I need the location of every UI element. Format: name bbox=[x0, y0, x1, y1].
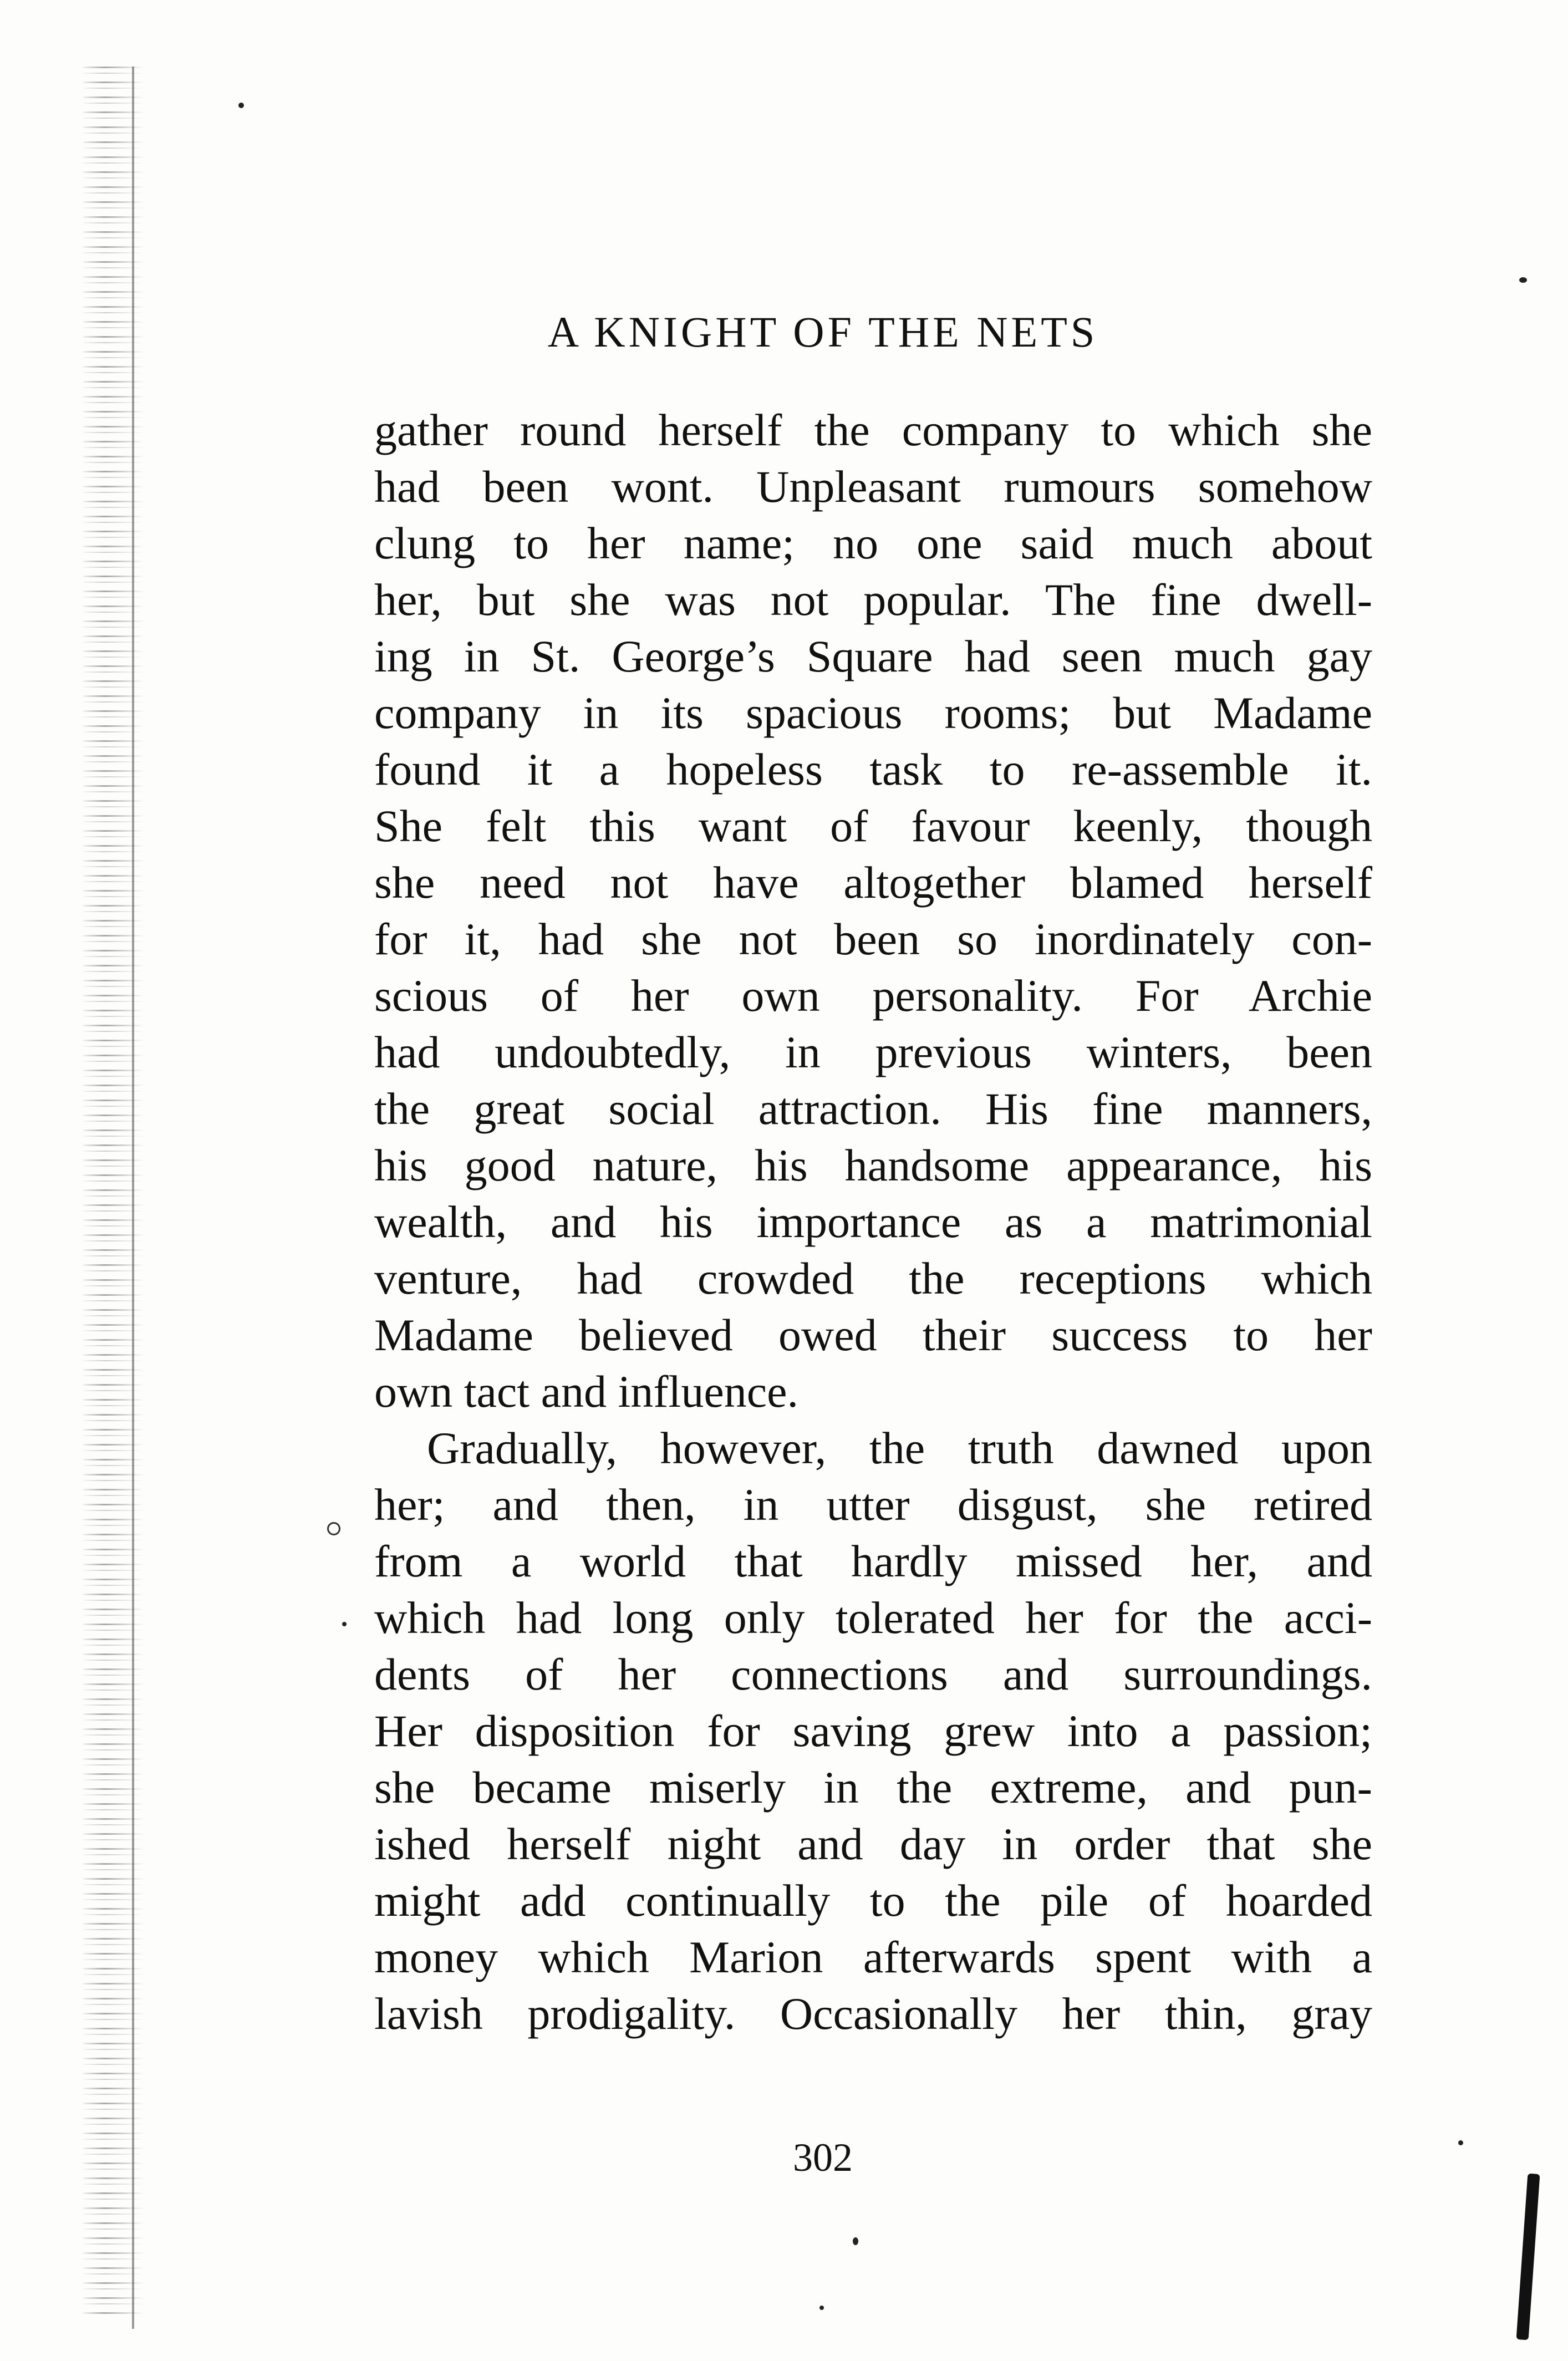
text-line: money which Marion afterwards spent with a bbox=[374, 1932, 1372, 1982]
text-line: wealth, and his importance as a matrimonial bbox=[374, 1197, 1372, 1247]
text-line: from a world that hardly missed her, and bbox=[374, 1536, 1372, 1586]
paragraph-last-line: own tact and influence. bbox=[374, 1366, 799, 1417]
text-line: found it a hopeless task to re-assemble it. bbox=[374, 744, 1372, 795]
text-line: venture, had crowded the receptions which bbox=[374, 1253, 1372, 1304]
text-line: for it, had she not been so inordinately con- bbox=[374, 914, 1372, 964]
text-line: scious of her own personality. For Archie bbox=[374, 970, 1372, 1021]
text-line: her; and then, in utter disgust, she retired bbox=[374, 1479, 1372, 1530]
text-line: which had long only tolerated her for the acci- bbox=[374, 1592, 1372, 1643]
text-line: Madame believed owed their success to her bbox=[374, 1310, 1372, 1360]
page-number: 302 bbox=[793, 2135, 853, 2180]
text-line: her, but she was not popular. The fine dwell- bbox=[374, 574, 1372, 625]
text-line: She felt this want of favour keenly, though bbox=[374, 801, 1372, 851]
text-line: Her disposition for saving grew into a passion; bbox=[374, 1706, 1372, 1756]
binding-gutter-shadow bbox=[83, 67, 144, 2318]
text-line: she need not have altogether blamed herself bbox=[374, 857, 1372, 908]
scan-speck bbox=[238, 103, 244, 108]
text-line: lavish prodigality. Occasionally her thin, gray bbox=[374, 1988, 1372, 2039]
scan-edge-mark bbox=[1516, 2174, 1540, 2340]
text-line: ished herself night and day in order that she bbox=[374, 1819, 1372, 1869]
text-line: gather round herself the company to which she bbox=[374, 405, 1372, 455]
text-line: his good nature, his handsome appearance, his bbox=[374, 1140, 1372, 1190]
scan-speck bbox=[342, 1622, 347, 1626]
binding-edge-line bbox=[132, 67, 134, 2329]
running-head: A KNIGHT OF THE NETS bbox=[547, 308, 1098, 356]
paragraph-first-line: Gradually, however, the truth dawned upon bbox=[427, 1423, 1372, 1473]
scan-speck bbox=[819, 2306, 824, 2310]
text-line: had been wont. Unpleasant rumours somehow bbox=[374, 461, 1372, 512]
scan-speck bbox=[327, 1522, 340, 1535]
text-line: she became miserly in the extreme, and pun- bbox=[374, 1762, 1372, 1813]
text-line: had undoubtedly, in previous winters, been bbox=[374, 1027, 1372, 1077]
text-line: company in its spacious rooms; but Madame bbox=[374, 688, 1372, 738]
text-line: clung to her name; no one said much about bbox=[374, 518, 1372, 568]
body-text bbox=[374, 402, 1372, 2042]
text-line: might add continually to the pile of hoarded bbox=[374, 1875, 1372, 1926]
scan-speck bbox=[853, 2237, 858, 2245]
scan-speck bbox=[1519, 277, 1527, 283]
text-line: dents of her connections and surroundings. bbox=[374, 1649, 1372, 1699]
text-line: the great social attraction. His fine manners, bbox=[374, 1083, 1372, 1134]
text-line: ing in St. George’s Square had seen much gay bbox=[374, 631, 1372, 681]
